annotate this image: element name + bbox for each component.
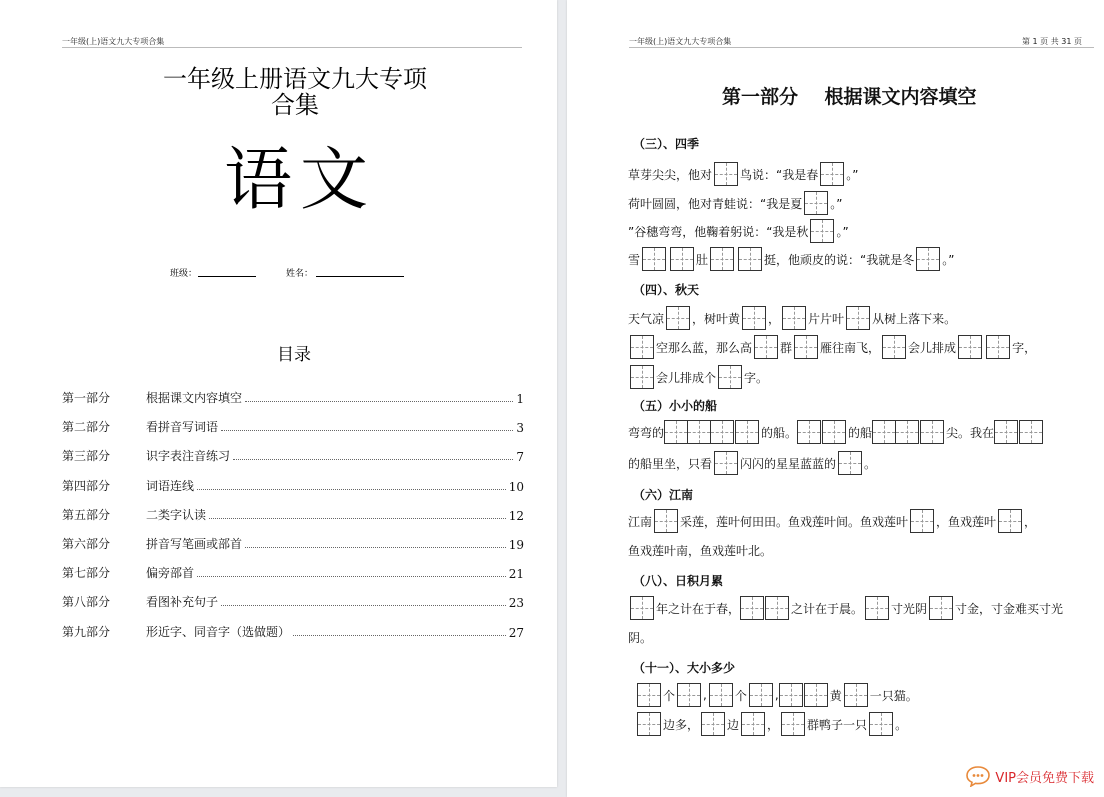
vip-text[interactable]: VIP会员免费下载 [995,770,1094,786]
text: 尖。我在 [946,425,995,440]
blank-box[interactable] [738,247,762,271]
text-line [628,333,1036,361]
blank-box[interactable] [804,683,828,707]
toc-leader [233,459,513,460]
text-line [628,507,1036,535]
text: 边多， [663,717,700,732]
toc-page-number: 12 [508,508,524,523]
blank-box[interactable] [654,509,678,533]
blank-box[interactable] [882,335,906,359]
text: 年之计在于春， [656,601,741,616]
blank-box[interactable] [916,247,940,271]
class-blank[interactable] [198,276,256,277]
blank-box[interactable] [810,219,834,243]
toc-leader [197,576,506,577]
toc-leader [209,518,506,519]
toc-title: 看图补充句子 [146,595,219,610]
heading-little-boat: （五）小小的船 [633,399,718,413]
blank-box[interactable] [781,712,805,736]
text: 肚 [696,252,709,267]
text: 。” [942,252,955,267]
blank-box[interactable] [958,335,982,359]
class-label: 班级： [170,269,198,279]
blank-box[interactable] [994,420,1018,444]
text: ，树叶黄 [692,311,741,326]
toc-page-number: 3 [516,421,524,436]
toc-page-number: 23 [508,596,524,611]
heading-four-seasons: （三）、四季 [633,137,700,151]
toc-part: 第二部分 [62,420,111,435]
text: 的船里坐，只看 [628,456,713,471]
blank-box[interactable] [740,596,764,620]
toc-part: 第四部分 [62,478,111,493]
text: 一只猫。 [869,688,918,703]
text: 会儿排成 [908,340,957,355]
toc-part: 第八部分 [62,595,111,610]
blank-box[interactable] [664,420,688,444]
blank-box[interactable] [741,712,765,736]
toc-entry[interactable] [62,503,524,523]
text: 个 [734,688,747,703]
text-line [628,449,876,477]
toc-page-number: 1 [516,392,524,406]
toc-entry[interactable] [62,386,524,406]
toc-page-number: 19 [508,538,524,552]
blank-box[interactable] [735,420,759,444]
blank-box[interactable] [710,247,734,271]
toc-page-number: 7 [516,450,524,465]
text: 之计在于晨。 [791,601,864,616]
blank-box[interactable] [670,247,694,271]
toc-leader [245,401,513,402]
vip-download-badge[interactable] [934,755,1104,797]
blank-box[interactable] [677,683,701,707]
blank-box[interactable] [742,306,766,330]
text: 挺，他顽皮的说：“我就是冬 [764,252,915,267]
page-counter: 第 1 页 共 31 页 [1022,37,1082,46]
cover-page [0,0,557,787]
text: 鸟说：“我是春 [740,167,819,182]
blank-box[interactable] [666,306,690,330]
blank-box[interactable] [637,712,661,736]
blank-box[interactable] [701,712,725,736]
text-line [635,681,918,709]
subject-title: 语文 [223,141,376,220]
blank-box[interactable] [779,683,803,707]
blank-box[interactable] [749,683,773,707]
text: 雪 [628,252,641,267]
blank-box[interactable] [998,509,1022,533]
blank-box[interactable] [782,306,806,330]
section-title: 第一部分 根据课文内容填空 [722,86,977,108]
blank-box[interactable] [929,596,953,620]
text: 江南 [628,514,653,529]
toc-title: 形近字、同音字（选做题） [146,624,291,639]
blank-box[interactable] [794,335,818,359]
blank-box[interactable] [710,420,734,444]
text: 闪闪的星星蓝蓝的 [740,456,837,471]
toc-entry[interactable] [62,590,524,610]
text: 鱼戏莲叶南，鱼戏莲叶北。 [628,543,773,558]
running-header: 一年级(上)语文九大专项合集 [62,37,165,46]
blank-box[interactable] [637,683,661,707]
running-header: 一年级(上)语文九大专项合集 [629,37,732,46]
blank-box[interactable] [642,247,666,271]
text: 群 [780,340,793,355]
text: 空那么蓝，那么高 [656,340,753,355]
toc-leader [245,547,506,548]
text: 。 [895,717,908,732]
toc-leader [293,635,506,636]
toc-part: 第九部分 [62,624,111,639]
text: ， [1024,514,1037,529]
blank-box[interactable] [687,420,711,444]
text: 字。 [744,370,769,385]
text: 片片叶 [808,311,845,326]
toc-page-number: 10 [508,479,524,494]
blank-box[interactable] [714,162,738,186]
text: 天气凉 [628,311,665,326]
toc-page-number: 27 [508,625,524,640]
blank-box[interactable] [895,420,919,444]
toc-title: 根据课文内容填空 [146,391,243,405]
heading-jiangnan: （六）江南 [633,488,694,502]
text: 个 [663,688,676,703]
text-line [628,418,1045,446]
toc-part: 第七部分 [62,566,111,581]
blank-box[interactable] [709,683,733,707]
text: 黄 [829,688,842,703]
text: 会儿排成个 [656,370,717,385]
text: 。” [836,224,849,239]
toc-part: 第六部分 [62,537,111,551]
text: , [703,688,707,702]
text: ， [768,311,781,326]
text-line [628,245,954,273]
blank-box[interactable] [797,420,821,444]
blank-box[interactable] [986,335,1010,359]
toc-heading: 目录 [277,345,311,365]
name-blank[interactable] [316,276,404,277]
toc-entry[interactable] [62,415,524,435]
text: 弯弯的 [628,425,665,440]
text: 的船 [848,425,873,440]
toc-entry[interactable] [62,444,524,464]
header-rule [62,47,522,48]
heading-autumn: （四）、秋天 [633,283,700,297]
toc-page-number: 21 [508,567,524,582]
toc-entry[interactable] [62,620,524,640]
blank-box[interactable] [630,365,654,389]
text: 雁往南飞， [820,340,881,355]
toc-title: 拼音写笔画或部首 [146,537,243,551]
chat-bubble-icon [965,765,991,787]
blank-box[interactable] [630,596,654,620]
text-line [628,363,768,391]
toc-part: 第一部分 [62,391,111,405]
blank-box[interactable] [765,596,789,620]
blank-box[interactable] [630,335,654,359]
blank-box[interactable] [844,683,868,707]
toc-entry[interactable] [62,474,524,494]
text-line [628,594,1063,622]
text-line [628,623,652,651]
heading-daily-accumulation: （八）、日积月累 [633,574,724,588]
heading-big-small-many-few: （十一）、大小多少 [633,661,736,675]
text: 采莲，莲叶何田田。鱼戏莲叶间。鱼戏莲叶 [680,514,909,529]
content-page [567,0,1104,797]
blank-box[interactable] [1019,420,1043,444]
text-line [628,536,772,564]
text: 字， [1012,340,1037,355]
toc-entry[interactable] [62,532,524,552]
name-label: 姓名： [286,269,314,279]
toc-leader [197,489,506,490]
blank-box[interactable] [872,420,896,444]
toc-title: 二类字认读 [146,507,207,522]
text: ， [767,717,780,732]
text: 寸金，寸金难买寸光 [955,601,1064,616]
text: 群鸭子一只 [807,717,868,732]
text: 。” [830,196,843,211]
text: 寸光阴 [891,601,928,616]
text: 边 [727,717,740,732]
text: 从树上落下来。 [872,311,957,326]
text: 荷叶圆圆，他对青蛙说：“我是夏 [628,196,803,211]
blank-box[interactable] [718,365,742,389]
text: 。 [864,456,877,471]
text: 草芽尖尖，他对 [628,167,713,182]
text-line [635,710,907,738]
text: ，鱼戏莲叶 [936,514,997,529]
blank-box[interactable] [869,712,893,736]
blank-box[interactable] [820,162,844,186]
toc-title: 看拼音写词语 [146,420,219,435]
header-rule [629,47,1094,48]
blank-box[interactable] [714,451,738,475]
toc-leader [221,430,513,431]
cover-title-line2: 合集 [271,91,319,119]
blank-box[interactable] [865,596,889,620]
text: , [774,688,779,702]
text: 阴。 [628,630,653,645]
blank-box[interactable] [754,335,778,359]
text: 的船。 [761,425,798,440]
toc-entry[interactable] [62,561,524,581]
text-line [628,160,858,188]
toc-title: 偏旁部首 [146,566,195,581]
text-line [628,217,849,245]
toc-title: 词语连线 [146,478,195,493]
blank-box[interactable] [920,420,944,444]
blank-box[interactable] [804,191,828,215]
toc-leader [221,605,506,606]
blank-box[interactable] [910,509,934,533]
blank-box[interactable] [846,306,870,330]
text: ”谷穗弯弯，他鞠着躬说：“我是秋 [628,224,809,239]
text: 。” [846,167,859,182]
toc-part: 第三部分 [62,449,111,464]
toc-title: 识字表注音练习 [146,449,231,464]
blank-box[interactable] [822,420,846,444]
blank-box[interactable] [838,451,862,475]
toc-part: 第五部分 [62,507,111,522]
text-line [628,189,842,217]
cover-title-line1: 一年级上册语文九大专项 [163,65,427,93]
text-line [628,304,956,332]
